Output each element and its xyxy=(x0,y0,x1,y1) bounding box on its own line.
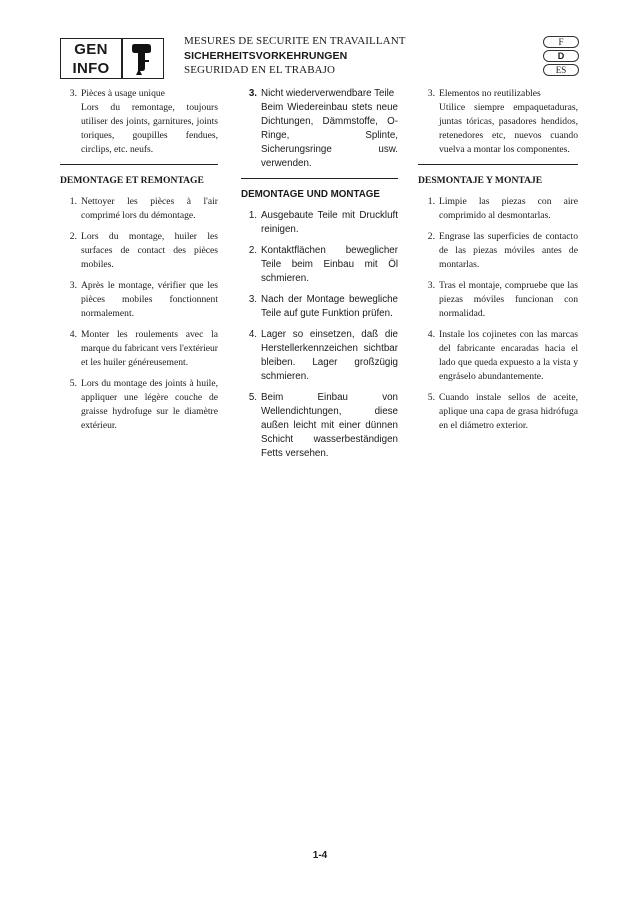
section-divider xyxy=(60,164,218,165)
badge-line-gen: GEN xyxy=(74,41,108,58)
item-text: Monter les roulements avec la marque du fabricant vers l'extérieur et les huiler généreusement. xyxy=(81,329,218,368)
gen-info-badge xyxy=(60,38,164,79)
item-text: Lors du montage, huiler les surfaces de contact des pièces mobiles. xyxy=(81,231,218,270)
item-text: Cuando instale sellos de aceite, aplique una capa de grasa hidrófuga en el diámetro exterior. xyxy=(439,392,578,431)
german-column xyxy=(241,87,398,468)
item-number: 1. xyxy=(69,196,77,207)
list-item xyxy=(60,377,218,433)
item-number: 4. xyxy=(248,329,257,340)
item-text: Lors du montage des joints à huile, appliquer une légère couche de graisse hydrofuge sur le diamètre extérieur. xyxy=(81,378,218,431)
list-item xyxy=(60,87,218,157)
header-title-fr: MESURES DE SECURITE EN TRAVAILLANT xyxy=(184,35,406,47)
list-item xyxy=(241,328,398,384)
section-divider xyxy=(418,164,578,165)
item-text: Beim Einbau von Wellendichtungen, diese außen leicht mit einer dünnen Schicht wasserbeständigen Fetts versehen. xyxy=(261,392,398,459)
item-number: 3. xyxy=(427,280,435,291)
item-text: Après le montage, vérifier que les pièces mobiles fonctionnent normalement. xyxy=(81,280,218,319)
item-number: 2. xyxy=(69,231,77,242)
section-title: DEMONTAGE ET REMONTAGE xyxy=(60,175,204,186)
section-title: DESMONTAJE Y MONTAJE xyxy=(418,175,543,186)
page-number: 1-4 xyxy=(312,850,328,861)
badge-line-info: INFO xyxy=(72,60,110,77)
item-number: 3. xyxy=(248,294,257,305)
item-text: Nach der Montage bewegliche Teile auf gute Funktion prüfen. xyxy=(261,294,398,319)
item-number: 3. xyxy=(427,88,435,99)
lang-badge-d: D xyxy=(543,50,579,62)
item-number: 5. xyxy=(69,378,77,389)
item-number: 5. xyxy=(427,392,435,403)
list-item xyxy=(60,195,218,223)
item-text: Instale los cojinetes con las marcas del fabricante encaradas hacia el lado que queda expuesto a la vista y engráselo abundantemente. xyxy=(439,329,578,382)
list-item xyxy=(60,230,218,272)
item-number: 3. xyxy=(69,280,77,291)
item-text: Lager so einsetzen, daß die Herstellerkennzeichen sichtbar bleiben. Lager großzügig schmieren. xyxy=(261,329,398,382)
list-item xyxy=(418,279,578,321)
item-number: 3. xyxy=(248,88,257,99)
list-item xyxy=(418,328,578,384)
list-item xyxy=(60,279,218,321)
list-item xyxy=(60,328,218,370)
header-title-es: SEGURIDAD EN EL TRABAJO xyxy=(184,64,336,76)
item-number: 4. xyxy=(427,329,435,340)
section-title: DEMONTAGE UND MONTAGE xyxy=(241,189,380,200)
badge-divider xyxy=(121,39,123,78)
list-item xyxy=(418,195,578,223)
item-text: Tras el montaje, compruebe que las piezas móviles funcionan con normalidad. xyxy=(439,280,578,319)
gen-info-label xyxy=(65,40,117,78)
item-text: Engrase las superficies de contacto de las piezas móviles antes de montarlas. xyxy=(439,231,578,270)
list-item xyxy=(418,87,578,157)
list-item xyxy=(241,87,398,171)
list-item xyxy=(241,293,398,321)
item-text: Kontaktflächen beweglicher Teile beim Einbau mit Öl schmieren. xyxy=(261,245,398,284)
item-text: Nicht wiederverwendbare Teile Beim Wiedereinbau stets neue Dichtungen, Dämmstoffe, O-Ringe, Splinte, Sicherungsringe usw. verwenden. xyxy=(261,88,398,169)
item-text: Elementos no reutilizables Utilice siempre empaquetaduras, juntas tóricas, pasadores hendidos, retenedores etc, nuevos cuando vuelva a montar los componentes. xyxy=(439,88,578,155)
lang-badge-es: ES xyxy=(543,64,579,76)
list-item xyxy=(418,391,578,433)
spanish-column xyxy=(418,87,578,440)
item-number: 1. xyxy=(427,196,435,207)
item-number: 2. xyxy=(427,231,435,242)
item-text: Nettoyer les pièces à l'air comprimé lors du démontage. xyxy=(81,196,218,221)
item-number: 5. xyxy=(248,392,257,403)
item-text: Limpie las piezas con aire comprimido al desmontarlas. xyxy=(439,196,578,221)
item-text: Pièces à usage unique Lors du remontage, toujours utiliser des joints, garnitures, joints toriques, goupilles fendues, circlips, etc. neufs. xyxy=(81,88,218,155)
item-number: 2. xyxy=(248,245,257,256)
list-item xyxy=(241,209,398,237)
outboard-motor-icon xyxy=(130,42,154,76)
item-number: 4. xyxy=(69,329,77,340)
list-item xyxy=(418,230,578,272)
item-number: 1. xyxy=(248,210,257,221)
header-title-de: SICHERHEITSVORKEHRUNGEN xyxy=(184,50,348,62)
list-item xyxy=(241,244,398,286)
item-number: 3. xyxy=(69,88,77,99)
section-divider xyxy=(241,178,398,179)
item-text: Ausgebaute Teile mit Druckluft reinigen. xyxy=(261,210,398,235)
lang-badge-f: F xyxy=(543,36,579,48)
list-item xyxy=(241,391,398,461)
french-column xyxy=(60,87,218,440)
